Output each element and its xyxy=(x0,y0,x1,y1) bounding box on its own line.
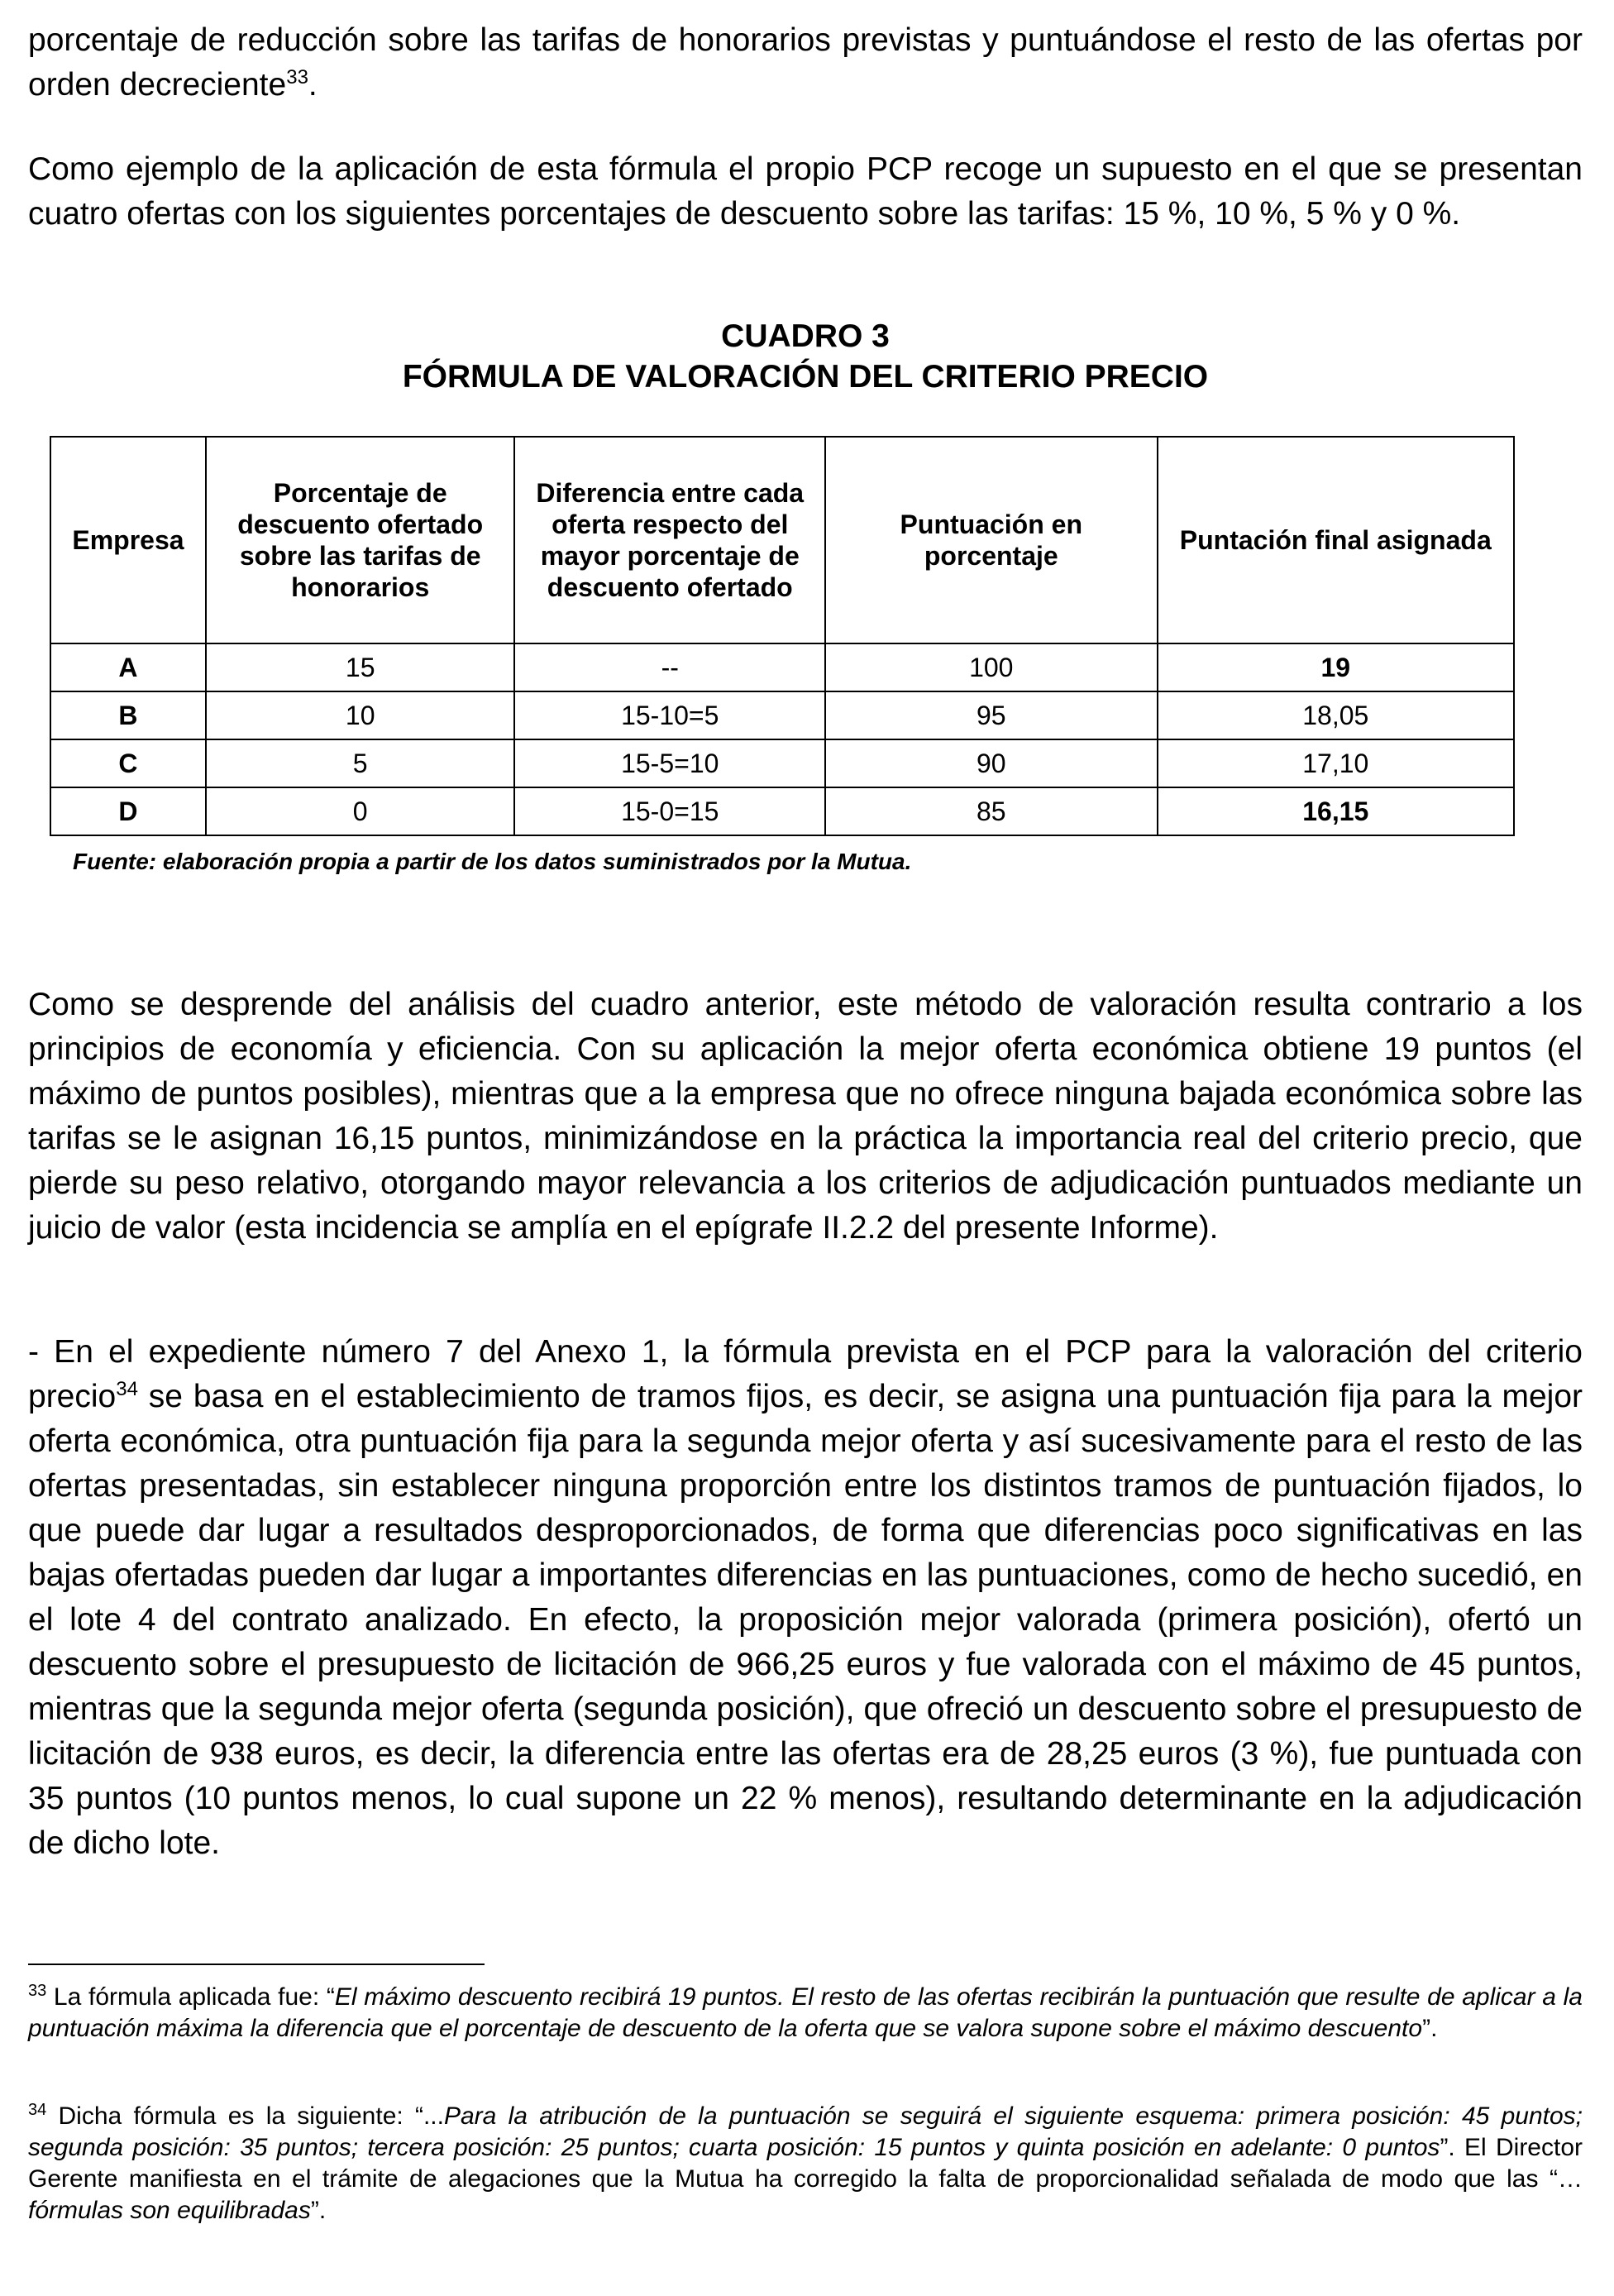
cell-empresa: B xyxy=(50,691,206,739)
footnote-34: $^{34}$ Dicha fórmula es la siguiente: “...Para la atribución de la puntuación se seguirá el siguiente esquema: primera posición: 45 puntos; segunda posición: 35 puntos; tercera posición: 25 puntos; cuarta posición: 15 puntos y quinta posición en adelante: 0 puntos”. El Director Gerente manifiesta en el trámite de alegaciones que la Mutua ha corregido la falta de proporcionalidad señalada de modo que las “…fórmulas son equilibradas”. xyxy=(28,2101,1583,2224)
cell-final: 17,10 xyxy=(1158,739,1514,787)
footnote-ref-33[interactable]: 33 xyxy=(286,66,308,88)
cell-final: 19 xyxy=(1158,643,1514,691)
table-source-note: Fuente: elaboración propia a partir de los datos suministrados por la Mutua. xyxy=(73,849,912,874)
cell-diferencia: 15-5=10 xyxy=(514,739,825,787)
table-title-number: CUADRO 3 xyxy=(721,318,890,354)
cell-diferencia: 15-10=5 xyxy=(514,691,825,739)
cell-descuento: 0 xyxy=(206,787,515,835)
table-row xyxy=(50,739,1514,787)
cell-porcentaje: 85 xyxy=(825,787,1158,835)
header-porcentaje-descuento: Porcentaje de descuento ofertado sobre las tarifas de honorarios xyxy=(206,437,515,643)
footnote-33: $^{33}$ La fórmula aplicada fue: “El máximo descuento recibirá 19 puntos. El resto de las ofertas recibirán la puntuación que resulte de aplicar a la puntuación máxima la diferencia que el porcentaje de descuento de la oferta que se valora supone sobre el máximo descuento”. xyxy=(28,1982,1583,2042)
table-row xyxy=(50,643,1514,691)
header-empresa: Empresa xyxy=(50,437,206,643)
header-puntuacion-porcentaje: Puntuación en porcentaje xyxy=(825,437,1158,643)
table-row xyxy=(50,787,1514,835)
cell-final: 16,15 xyxy=(1158,787,1514,835)
header-puntuacion-final: Puntación final asignada xyxy=(1158,437,1514,643)
table-header-row xyxy=(50,437,1514,643)
cell-porcentaje: 90 xyxy=(825,739,1158,787)
cell-diferencia: -- xyxy=(514,643,825,691)
cell-empresa: C xyxy=(50,739,206,787)
table-row xyxy=(50,691,1514,739)
cell-porcentaje: 95 xyxy=(825,691,1158,739)
cell-diferencia: 15-0=15 xyxy=(514,787,825,835)
footnote-number: 33 xyxy=(28,1982,47,2000)
paragraph-2: Como ejemplo de la aplicación de esta fórmula el propio PCP recoge un supuesto en el que se presentan cuatro ofertas con los siguientes porcentajes de descuento sobre las tarifas: 15 %, 10 %, 5 % y 0 %. xyxy=(28,151,1583,232)
cell-empresa: D xyxy=(50,787,206,835)
footnote-number: 34 xyxy=(28,2101,47,2119)
valuation-table xyxy=(50,436,1515,836)
table-title-caption: FÓRMULA DE VALORACIÓN DEL CRITERIO PRECIO xyxy=(402,359,1209,395)
paragraph-3: Como se desprende del análisis del cuadro anterior, este método de valoración resulta contrario a los principios de economía y eficiencia. Con su aplicación la mejor oferta económica obtiene 19 puntos (el máximo de puntos posibles), mientras que a la empresa que no ofrece ninguna bajada económica sobre las tarifas se le asignan 16,15 puntos, minimizándose en la práctica la importancia real del criterio precio, que pierde su peso relativo, otorgando mayor relevancia a los criterios de adjudicación puntuados mediante un juicio de valor (esta incidencia se amplía en el epígrafe II.2.2 del presente Informe). xyxy=(28,987,1583,1246)
cell-descuento: 5 xyxy=(206,739,515,787)
cell-empresa: A xyxy=(50,643,206,691)
paragraph-1: porcentaje de reducción sobre las tarifas de honorarios previstas y puntuándose el resto de las ofertas por orden decreciente$^{33}$. xyxy=(28,22,1583,103)
header-diferencia: Diferencia entre cada oferta respecto del mayor porcentaje de descuento ofertado xyxy=(514,437,825,643)
footnote-separator xyxy=(28,1964,485,1965)
cell-porcentaje: 100 xyxy=(825,643,1158,691)
paragraph-4: - En el expediente número 7 del Anexo 1, la fórmula prevista en el PCP para la valoración del criterio precio$^{34}$ se basa en el establecimiento de tramos fijos, es decir, se asigna una puntuación fija para la mejor oferta económica, otra puntuación fija para la segunda mejor oferta y así sucesivamente para el resto de las ofertas presentadas, sin establecer ninguna proporción entre los distintos tramos de puntuación fijados, lo que puede dar lugar a resultados desproporcionados, de forma que diferencias poco significativas en las bajas ofertadas pueden dar lugar a importantes diferencias en las puntuaciones, como de hecho sucedió, en el lote 4 del contrato analizado. En efecto, la proposición mejor valorada (primera posición), ofertó un descuento sobre el presupuesto de licitación de 966,25 euros y fue valorada con el máximo de 45 puntos, mientras que la segunda mejor oferta (segunda posición), que ofreció un descuento sobre el presupuesto de licitación de 938 euros, es decir, la diferencia entre las ofertas era de 28,25 euros (3 %), fue puntuada con 35 puntos (10 puntos menos, lo cual supone un 22 % menos), resultando determinante en la adjudicación de dicho lote. xyxy=(28,1334,1583,1861)
cell-descuento: 10 xyxy=(206,691,515,739)
footnote-ref-34[interactable]: 34 xyxy=(116,1378,138,1400)
cell-final: 18,05 xyxy=(1158,691,1514,739)
cell-descuento: 15 xyxy=(206,643,515,691)
